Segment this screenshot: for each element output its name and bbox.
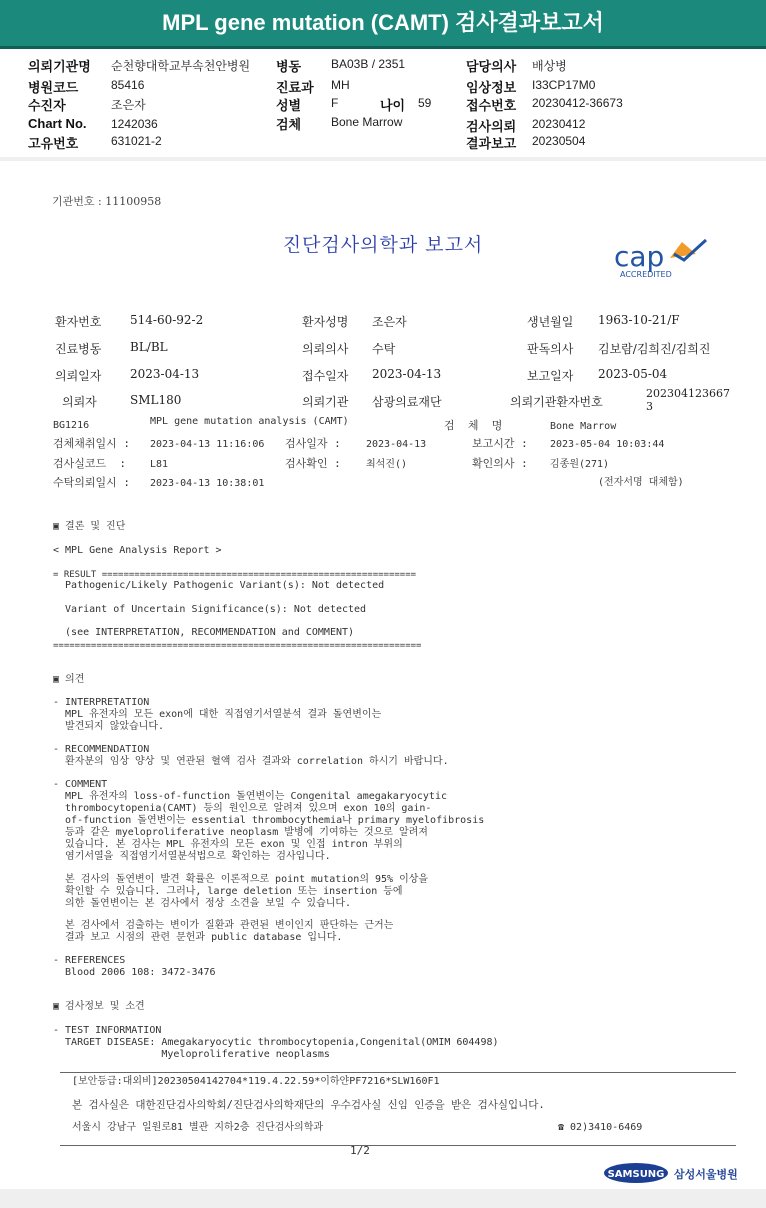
value: 20230412-36673 (532, 96, 623, 110)
samsung-hospital-logo (604, 1160, 740, 1186)
text-line: Myeloproliferative neoplasms (53, 1049, 330, 1060)
label: 의뢰기관 (302, 395, 349, 409)
value: 2023-05-04 10:03:44 (550, 439, 665, 450)
label: 병동 (276, 59, 302, 74)
value: 2023-04-13 10:38:01 (150, 478, 265, 489)
value: MH (331, 78, 350, 92)
label: 임상정보 (466, 80, 517, 95)
label: 환자번호 (55, 315, 102, 329)
label: 판독의사 (527, 342, 574, 356)
document-title: 진단검사의학과 보고서 (282, 234, 484, 256)
label: 의뢰기관명 (28, 59, 91, 74)
label: 검사일자 : (285, 437, 341, 450)
label: 접수번호 (466, 98, 517, 113)
value: 조은자 (372, 315, 407, 329)
text-line: 염기서열을 직접염기서열분석법으로 확인하는 검사입니다. (53, 851, 331, 862)
value: 2023-05-04 (598, 367, 668, 381)
value: 59 (418, 96, 432, 110)
label: 검체채취일시 : (53, 437, 131, 450)
value: I33CP17M0 (532, 78, 596, 92)
label: 수탁의뢰일시 : (53, 476, 131, 489)
lab-phone: ☎ 02)3410-6469 (558, 1122, 643, 1133)
label: 나이 (380, 98, 406, 113)
value: 202304123667 (646, 387, 730, 400)
text-line: 의한 돌연변이는 본 검사에서 정상 소견을 보일 수 있습니다. (53, 898, 352, 909)
value: 최석진() (366, 459, 408, 470)
text-line: 발견되지 않았습니다. (53, 721, 165, 732)
label: 의뢰자 (62, 395, 97, 409)
label: Chart No. (28, 116, 87, 131)
section-heading: ▣ 검사정보 및 소견 (53, 1001, 145, 1012)
value: 조은자 (111, 98, 146, 112)
result-line: Variant of Uncertain Significance(s): Not detected (53, 604, 367, 615)
text-line: Blood 2006 108: 3472-3476 (53, 967, 216, 978)
value: Bone Marrow (550, 421, 617, 432)
text-line: TARGET DISEASE: Amegakaryocytic thrombocytopenia,Congenital(OMIM 604498) (53, 1037, 499, 1048)
label: 보고시간 : (472, 437, 528, 450)
label: 접수일자 (302, 369, 349, 383)
label: 검사의뢰 (466, 119, 517, 134)
label: 의뢰의사 (302, 342, 349, 356)
value: 514-60-92-2 (130, 313, 204, 327)
text-line: 등과 같은 myeloproliferative neoplasm 발병에 기여하는 것으로 알려져 (53, 827, 428, 838)
report-title: < MPL Gene Analysis Report > (53, 545, 222, 556)
text-line: MPL 유전자의 loss-of-function 돌연변이는 Congenital amegakaryocytic (53, 791, 447, 802)
hospital-name: 삼성서울병원 (674, 1168, 738, 1181)
security-stamp: [보안등급:대외비]20230504142704*119.4.22.59*이하얀PF7216*SLW160F1 (72, 1076, 440, 1087)
test-name: MPL gene mutation analysis (CAMT) (150, 416, 349, 427)
result-header: = RESULT ========================================================== (53, 570, 417, 580)
section-heading: ▣ 결론 및 진단 (53, 521, 126, 532)
request-info-header (0, 49, 766, 157)
label: 검 체 명 (444, 419, 503, 432)
lab-address: 서울시 강남구 일원로81 별관 지하2층 진단검사의학과 (72, 1122, 324, 1133)
value: 2023-04-13 (372, 367, 442, 381)
label: 성별 (276, 98, 302, 113)
value: 2023-04-13 (130, 367, 200, 381)
value: 1242036 (111, 117, 158, 131)
label: 결과보고 (466, 136, 517, 151)
label: 검사실코드 : (53, 457, 126, 470)
subsection-heading: - COMMENT (53, 779, 108, 790)
label: 생년월일 (527, 315, 574, 329)
label: 의뢰일자 (55, 369, 102, 383)
subsection-heading: - REFERENCES (53, 955, 126, 966)
text-line: of-function 돌연변이는 essential thrombocythemia나 primary myelofibrosis (53, 815, 485, 826)
text-line: 본 검사에서 검출하는 변이가 질환과 관련된 변이인지 판단하는 근거는 (53, 920, 394, 931)
label: 진료과 (276, 80, 314, 95)
text-line: 본 검사의 돌연변이 발견 확률은 이론적으로 point mutation의 95% 이상을 (53, 874, 429, 885)
subsection-heading: - RECOMMENDATION (53, 744, 150, 755)
label: 고유번호 (28, 136, 79, 151)
samsung-wordmark: SAMSUNG (607, 1169, 665, 1180)
label: 진료병동 (55, 342, 102, 356)
certification-note: 본 검사실은 대한진단검사의학회/진단검사의학재단의 우수검사실 신임 인증을 받은 검사실입니다. (72, 1099, 545, 1111)
report-title-bar: MPL gene mutation (CAMT) 검사결과보고서 (0, 0, 766, 49)
text-line: MPL 유전자의 모든 exon에 대한 직접염기서열분석 결과 돌연변이는 (53, 709, 382, 720)
test-code: BG1216 (53, 420, 90, 431)
result-line: (see INTERPRETATION, RECOMMENDATION and COMMENT) (53, 627, 355, 638)
e-signature-note: (전자서명 대체함) (598, 477, 684, 488)
value: 3 (646, 400, 653, 413)
label: 의뢰기관환자번호 (510, 395, 603, 409)
value: 631021-2 (111, 134, 162, 148)
value: 삼광의료재단 (372, 395, 442, 409)
value: 20230504 (532, 134, 586, 148)
cap-logo-sub: ACCREDITED (620, 270, 672, 279)
label: 검체 (276, 117, 302, 132)
value: BA03B / 2351 (331, 57, 406, 71)
label: 확인의사 : (472, 457, 528, 470)
value: 1963-10-21/F (598, 313, 680, 327)
section-heading: ▣ 의견 (53, 674, 85, 685)
value: 배상병 (532, 59, 567, 73)
value: 순천향대학교부속천안병원 (111, 59, 251, 73)
text-line: 환자분의 임상 양상 및 연관된 혈액 검사 결과와 correlation 하시기 바랍니다. (53, 756, 449, 767)
page-number: 1/2 (350, 1144, 370, 1157)
label: 검사확인 : (285, 457, 341, 470)
value: 김보람/김희진/김희진 (598, 342, 711, 356)
label: 보고일자 (527, 369, 574, 383)
cap-accredited-logo (612, 236, 712, 280)
text-line: thrombocytopenia(CAMT) 등의 원인으로 알려져 있으며 exon 10의 gain- (53, 803, 432, 814)
text-line: 확인할 수 있습니다. 그러나, large deletion 또는 insertion 등에 (53, 886, 403, 897)
label: 담당의사 (466, 59, 517, 74)
result-line: Pathogenic/Likely Pathogenic Variant(s): Not detected (53, 580, 385, 591)
value: SML180 (130, 393, 182, 407)
label: 병원코드 (28, 80, 79, 95)
value: 85416 (111, 78, 145, 92)
text-line: 결과 보고 시점의 관련 문헌과 public database 입니다. (53, 932, 343, 943)
result-end-rule: ==================================================================== (53, 641, 422, 651)
institution-number: 기관번호 : 11100958 (52, 195, 162, 208)
text-line: 있습니다. 본 검사는 MPL 유전자의 모든 exon 및 인접 intron 부위의 (53, 839, 403, 850)
cap-logo-word: cap (614, 240, 665, 273)
label: 환자성명 (302, 315, 349, 329)
subsection-heading: - INTERPRETATION (53, 697, 150, 708)
value: 20230412 (532, 117, 586, 131)
value: 김종원(271) (550, 459, 610, 470)
value: 2023-04-13 (366, 439, 427, 450)
value: F (331, 96, 339, 110)
value: BL/BL (130, 340, 168, 354)
value: 2023-04-13 11:16:06 (150, 439, 265, 450)
subsection-heading: - TEST INFORMATION (53, 1025, 162, 1036)
value: L81 (150, 459, 169, 470)
value: 수탁 (372, 342, 396, 356)
value: Bone Marrow (331, 115, 403, 129)
label: 수진자 (28, 98, 66, 113)
